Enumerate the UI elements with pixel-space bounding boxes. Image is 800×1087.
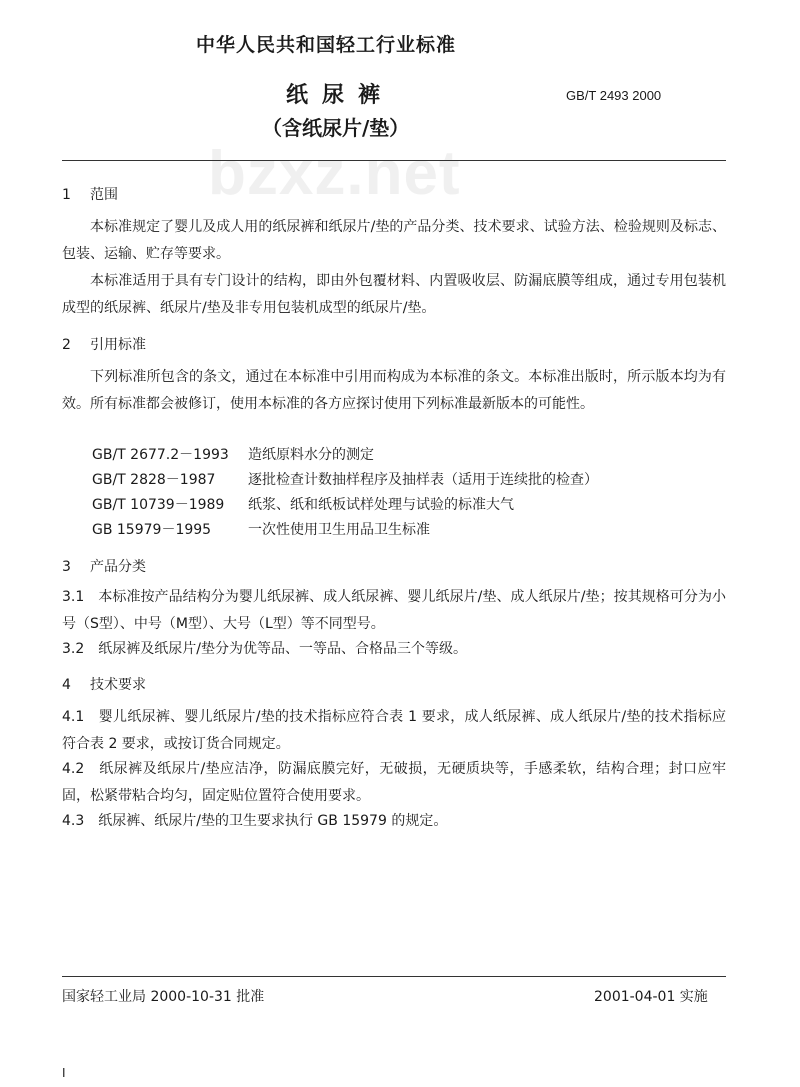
section-number: 2: [62, 337, 71, 353]
reference-code: GB/T 10739－1989: [92, 497, 225, 513]
section-title: 引用标准: [90, 337, 146, 353]
reference-name: 逐批检查计数抽样程序及抽样表（适用于连续批的检查）: [248, 472, 598, 488]
section-2-heading: [62, 334, 146, 354]
section-number: 1: [62, 187, 71, 203]
section-1-paragraph-2: 本标准适用于具有专门设计的结构，即由外包覆材料、内置吸收层、防漏底膜等组成，通过专用包装机成型的纸尿裤、纸尿片/垫及非专用包装机成型的纸尿片/垫。: [62, 273, 726, 316]
section-title: 技术要求: [90, 677, 146, 693]
section-number: 4: [62, 677, 71, 693]
clause-3-2: 3.2 纸尿裤及纸尿片/垫分为优等品、一等品、合格品三个等级。: [62, 641, 467, 657]
clause-4-3: 4.3 纸尿裤、纸尿片/垫的卫生要求执行 GB 15979 的规定。: [62, 813, 448, 829]
reference-code: GB/T 2828－1987: [92, 472, 216, 488]
effective-date: 2001-04-01 实施: [594, 989, 708, 1005]
section-3-heading: [62, 556, 146, 576]
clause-4-2: 4.2 纸尿裤及纸尿片/垫应洁净，防漏底膜完好，无破损，无硬质块等，手感柔软，结构合理；封口应牢固，松紧带粘合均匀，固定贴位置符合使用要求。: [62, 761, 726, 804]
document-subtitle: （含纸尿片/垫）: [262, 116, 410, 140]
approval-info: 国家轻工业局 2000-10-31 批准: [62, 989, 265, 1005]
reference-name: 纸浆、纸和纸板试样处理与试验的标准大气: [248, 497, 514, 513]
section-4-heading: [62, 674, 146, 694]
section-1-paragraph-1: 本标准规定了婴儿及成人用的纸尿裤和纸尿片/垫的产品分类、技术要求、试验方法、检验规则及标志、包装、运输、贮存等要求。: [62, 219, 726, 262]
page-number: I: [62, 1066, 66, 1080]
reference-code: GB 15979－1995: [92, 522, 212, 538]
clause-4-1: 4.1 婴儿纸尿裤、婴儿纸尿片/垫的技术指标应符合表 1 要求，成人纸尿裤、成人纸尿片/垫的技术指标应符合表 2 要求，或按订货合同规定。: [62, 709, 726, 752]
reference-code: GB/T 2677.2－1993: [92, 447, 229, 463]
footer-rule: [62, 976, 726, 977]
watermark-text: bzxz.net: [208, 139, 461, 208]
org-title: 中华人民共和国轻工行业标准: [196, 34, 457, 56]
header-rule: [62, 160, 726, 161]
section-title: 产品分类: [90, 559, 146, 575]
document-title: 纸尿裤: [286, 83, 395, 108]
reference-name: 造纸原料水分的测定: [248, 447, 374, 463]
section-1-heading: [62, 184, 118, 204]
reference-item: [92, 444, 374, 464]
reference-item: [92, 494, 514, 514]
reference-name: 一次性使用卫生用品卫生标准: [248, 522, 430, 538]
standard-number: GB/T 2493 2000: [566, 88, 662, 103]
reference-item: [92, 469, 598, 489]
section-title: 范围: [90, 187, 118, 203]
section-number: 3: [62, 559, 71, 575]
clause-3-1: 3.1 本标准按产品结构分为婴儿纸尿裤、成人纸尿裤、婴儿纸尿片/垫、成人纸尿片/垫；按其规格可分为小号（S型）、中号（M型）、大号（L型）等不同型号。: [62, 589, 726, 632]
reference-item: [92, 519, 430, 539]
section-2-paragraph-1: 下列标准所包含的条文，通过在本标准中引用而构成为本标准的条文。本标准出版时，所示版本均为有效。所有标准都会被修订，使用本标准的各方应探讨使用下列标准最新版本的可能性。: [62, 369, 726, 412]
